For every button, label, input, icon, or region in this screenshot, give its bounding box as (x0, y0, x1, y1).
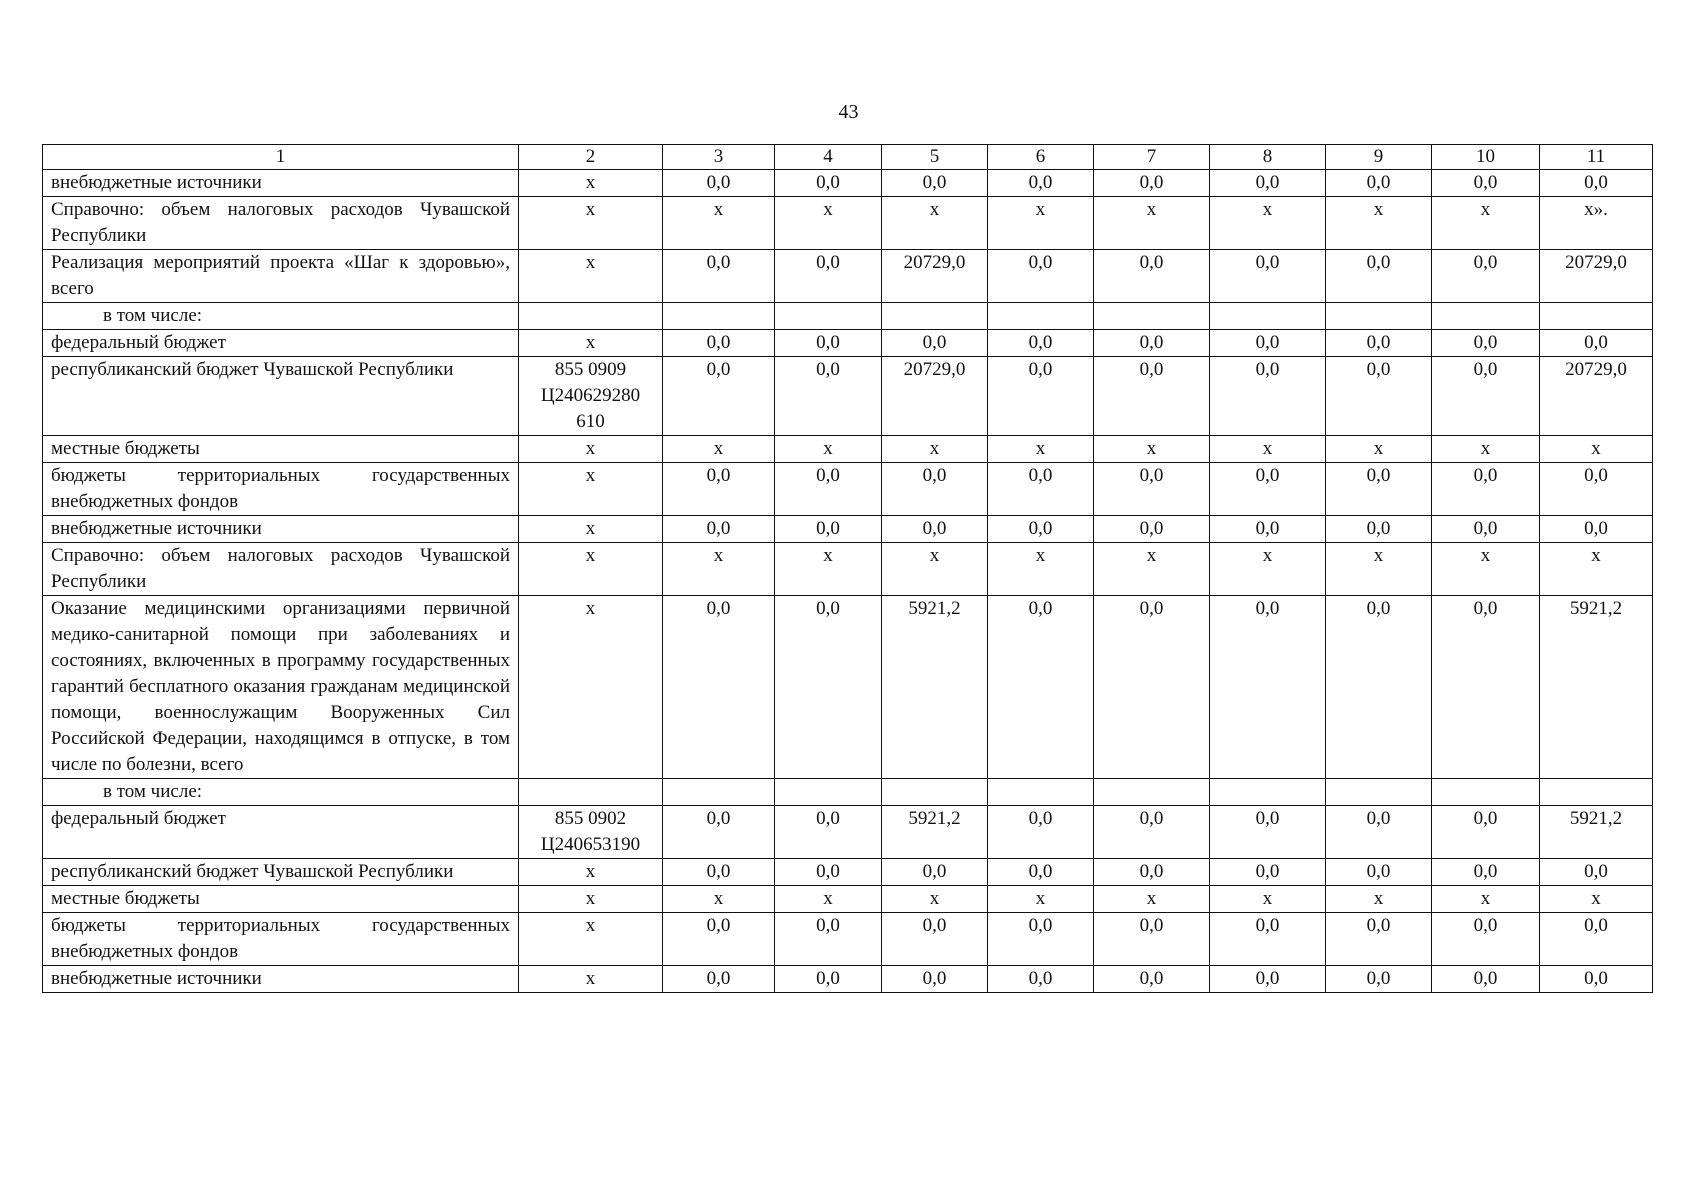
value-cell: х (775, 543, 882, 596)
value-cell: х (1210, 543, 1326, 596)
column-header: 10 (1432, 145, 1540, 170)
value-cell: 0,0 (775, 516, 882, 543)
value-cell: х (1326, 886, 1432, 913)
value-cell: 0,0 (882, 170, 988, 197)
value-cell (1210, 303, 1326, 330)
table-row (43, 436, 1653, 463)
value-cell (1540, 303, 1653, 330)
value-cell: 0,0 (1094, 463, 1210, 516)
table-row (43, 596, 1653, 779)
value-cell (882, 303, 988, 330)
table-row (43, 170, 1653, 197)
value-cell: х (988, 543, 1094, 596)
table-row (43, 806, 1653, 859)
value-cell (1094, 303, 1210, 330)
column-header: 8 (1210, 145, 1326, 170)
value-cell: 0,0 (1432, 357, 1540, 436)
value-cell: х (775, 197, 882, 250)
value-cell: 5921,2 (1540, 806, 1653, 859)
page-number: 43 (838, 101, 859, 123)
row-label: Реализация мероприятий проекта «Шаг к здоровью», всего (43, 250, 519, 303)
table-row (43, 779, 1653, 806)
value-cell: 0,0 (775, 596, 882, 779)
value-cell: х (882, 543, 988, 596)
value-cell: 0,0 (1326, 463, 1432, 516)
value-cell (1326, 303, 1432, 330)
value-cell: 20729,0 (882, 250, 988, 303)
value-cell: х (1326, 197, 1432, 250)
table-row (43, 463, 1653, 516)
value-cell: 0,0 (1432, 463, 1540, 516)
value-cell (988, 779, 1094, 806)
value-cell: 0,0 (1326, 966, 1432, 993)
column-header: 6 (988, 145, 1094, 170)
value-cell: 0,0 (1094, 357, 1210, 436)
value-cell: х (1210, 436, 1326, 463)
value-cell: 0,0 (988, 516, 1094, 543)
budget-code-cell: х (519, 250, 663, 303)
value-cell: 0,0 (1432, 330, 1540, 357)
value-cell: 0,0 (775, 859, 882, 886)
budget-code-cell: х (519, 966, 663, 993)
column-header: 1 (43, 145, 519, 170)
value-cell (1094, 779, 1210, 806)
value-cell: 0,0 (1326, 859, 1432, 886)
table-row (43, 516, 1653, 543)
value-cell: 0,0 (882, 913, 988, 966)
table-row (43, 859, 1653, 886)
budget-code-cell: х (519, 913, 663, 966)
row-label: местные бюджеты (43, 436, 519, 463)
value-cell: 0,0 (663, 516, 775, 543)
value-cell: 0,0 (988, 330, 1094, 357)
table-body (43, 145, 1653, 993)
column-header: 7 (1094, 145, 1210, 170)
value-cell: х (1210, 886, 1326, 913)
value-cell: 0,0 (882, 516, 988, 543)
value-cell: х (1094, 197, 1210, 250)
value-cell: 0,0 (1326, 516, 1432, 543)
value-cell: 0,0 (1540, 463, 1653, 516)
value-cell: 0,0 (988, 170, 1094, 197)
value-cell: 0,0 (1210, 859, 1326, 886)
budget-code-cell (519, 779, 663, 806)
budget-code-cell: х (519, 436, 663, 463)
budget-code-cell: х (519, 330, 663, 357)
value-cell: 0,0 (1094, 516, 1210, 543)
value-cell: 0,0 (775, 357, 882, 436)
value-cell: 0,0 (1432, 913, 1540, 966)
value-cell: 0,0 (1210, 357, 1326, 436)
value-cell: 0,0 (988, 596, 1094, 779)
value-cell: х (882, 886, 988, 913)
value-cell: 0,0 (775, 330, 882, 357)
value-cell: 0,0 (1094, 859, 1210, 886)
value-cell: х (1094, 543, 1210, 596)
value-cell: 0,0 (1210, 250, 1326, 303)
value-cell: 0,0 (1540, 330, 1653, 357)
row-label: бюджеты территориальных государственных внебюджетных фондов (43, 913, 519, 966)
value-cell: 5921,2 (882, 806, 988, 859)
row-label: внебюджетные источники (43, 170, 519, 197)
table-header-row (43, 145, 1653, 170)
value-cell: 0,0 (1326, 330, 1432, 357)
value-cell (775, 779, 882, 806)
value-cell: 0,0 (775, 966, 882, 993)
value-cell: 5921,2 (882, 596, 988, 779)
table-row (43, 330, 1653, 357)
value-cell: 0,0 (1432, 516, 1540, 543)
value-cell: 0,0 (1210, 966, 1326, 993)
value-cell: 0,0 (1432, 596, 1540, 779)
value-cell: х (1094, 436, 1210, 463)
value-cell (1326, 779, 1432, 806)
value-cell (1432, 779, 1540, 806)
column-header: 3 (663, 145, 775, 170)
value-cell: х (663, 197, 775, 250)
value-cell: 0,0 (1326, 357, 1432, 436)
value-cell: 0,0 (663, 330, 775, 357)
value-cell: 0,0 (663, 250, 775, 303)
value-cell: х (1326, 436, 1432, 463)
value-cell: х (663, 436, 775, 463)
value-cell (1432, 303, 1540, 330)
budget-code-cell: х (519, 859, 663, 886)
value-cell: 0,0 (663, 966, 775, 993)
row-label: Оказание медицинскими организациями первичной медико-санитарной помощи при заболеваниях и состояниях, включенных в программу государственных гарантий бесплатного оказания гражданам медицинской помощи, военнослужащим Вооруженных Сил Российской Федерации, находящимся в отпуске, в том числе по болезни, всего (43, 596, 519, 779)
value-cell: 0,0 (1540, 516, 1653, 543)
value-cell: 0,0 (1210, 170, 1326, 197)
table-row (43, 197, 1653, 250)
value-cell: 0,0 (988, 463, 1094, 516)
value-cell (775, 303, 882, 330)
row-label: в том числе: (43, 779, 519, 806)
value-cell: 0,0 (882, 966, 988, 993)
value-cell: х (882, 197, 988, 250)
value-cell: 0,0 (1210, 330, 1326, 357)
row-label: бюджеты территориальных государственных внебюджетных фондов (43, 463, 519, 516)
value-cell: х (1432, 436, 1540, 463)
value-cell: 0,0 (1432, 806, 1540, 859)
value-cell: 0,0 (1094, 170, 1210, 197)
value-cell: 0,0 (1432, 859, 1540, 886)
value-cell: 0,0 (1094, 913, 1210, 966)
value-cell: 0,0 (1210, 463, 1326, 516)
value-cell: 0,0 (882, 463, 988, 516)
value-cell: 0,0 (882, 859, 988, 886)
value-cell: 0,0 (663, 463, 775, 516)
column-header: 11 (1540, 145, 1653, 170)
value-cell: 0,0 (1210, 913, 1326, 966)
value-cell: 0,0 (988, 357, 1094, 436)
budget-table (42, 144, 1653, 993)
value-cell: 0,0 (1432, 966, 1540, 993)
value-cell: х (988, 197, 1094, 250)
table-row (43, 543, 1653, 596)
row-label: республиканский бюджет Чувашской Республики (43, 859, 519, 886)
value-cell: 0,0 (988, 966, 1094, 993)
value-cell: 0,0 (1326, 250, 1432, 303)
value-cell: 0,0 (1210, 516, 1326, 543)
value-cell: 0,0 (1094, 596, 1210, 779)
value-cell (1540, 779, 1653, 806)
value-cell (1210, 779, 1326, 806)
value-cell (663, 779, 775, 806)
budget-code-cell: х (519, 463, 663, 516)
value-cell: х (663, 886, 775, 913)
value-cell: 5921,2 (1540, 596, 1653, 779)
value-cell: 0,0 (988, 806, 1094, 859)
value-cell: 0,0 (663, 859, 775, 886)
value-cell: 0,0 (988, 250, 1094, 303)
value-cell: 0,0 (1094, 966, 1210, 993)
value-cell: 0,0 (775, 170, 882, 197)
value-cell: 0,0 (775, 806, 882, 859)
budget-code-cell: х (519, 543, 663, 596)
budget-code-cell: 855 0902 Ц240653190 (519, 806, 663, 859)
value-cell: 20729,0 (1540, 357, 1653, 436)
budget-code-cell (519, 303, 663, 330)
value-cell: 20729,0 (882, 357, 988, 436)
value-cell (988, 303, 1094, 330)
row-label: внебюджетные источники (43, 516, 519, 543)
value-cell: 0,0 (663, 357, 775, 436)
table-row (43, 966, 1653, 993)
budget-code-cell: х (519, 596, 663, 779)
value-cell: 0,0 (1432, 250, 1540, 303)
value-cell: 0,0 (775, 463, 882, 516)
value-cell: 20729,0 (1540, 250, 1653, 303)
budget-code-cell: х (519, 170, 663, 197)
column-header: 2 (519, 145, 663, 170)
value-cell: 0,0 (663, 170, 775, 197)
value-cell: 0,0 (775, 250, 882, 303)
budget-code-cell: х (519, 197, 663, 250)
value-cell: х (882, 436, 988, 463)
value-cell: 0,0 (1540, 966, 1653, 993)
value-cell: 0,0 (1432, 170, 1540, 197)
value-cell: 0,0 (988, 859, 1094, 886)
value-cell: х (1540, 886, 1653, 913)
row-label: Справочно: объем налоговых расходов Чувашской Республики (43, 543, 519, 596)
table-row (43, 303, 1653, 330)
value-cell: 0,0 (1210, 596, 1326, 779)
value-cell: 0,0 (1094, 806, 1210, 859)
value-cell: 0,0 (1094, 250, 1210, 303)
value-cell: х». (1540, 197, 1653, 250)
value-cell: х (1540, 436, 1653, 463)
value-cell: х (1432, 886, 1540, 913)
value-cell: 0,0 (1326, 913, 1432, 966)
row-label: республиканский бюджет Чувашской Республики (43, 357, 519, 436)
table-row (43, 886, 1653, 913)
table-row (43, 357, 1653, 436)
value-cell: х (775, 886, 882, 913)
value-cell: х (1432, 543, 1540, 596)
row-label: в том числе: (43, 303, 519, 330)
value-cell: х (1210, 197, 1326, 250)
value-cell (882, 779, 988, 806)
value-cell: х (1094, 886, 1210, 913)
value-cell: 0,0 (988, 913, 1094, 966)
value-cell (663, 303, 775, 330)
value-cell: х (1432, 197, 1540, 250)
value-cell: 0,0 (775, 913, 882, 966)
value-cell: х (1540, 543, 1653, 596)
column-header: 5 (882, 145, 988, 170)
value-cell: 0,0 (1326, 806, 1432, 859)
value-cell: 0,0 (1540, 913, 1653, 966)
row-label: внебюджетные источники (43, 966, 519, 993)
column-header: 9 (1326, 145, 1432, 170)
table-row (43, 250, 1653, 303)
value-cell: 0,0 (663, 596, 775, 779)
value-cell: 0,0 (882, 330, 988, 357)
value-cell: х (988, 436, 1094, 463)
row-label: местные бюджеты (43, 886, 519, 913)
table-row (43, 913, 1653, 966)
row-label: федеральный бюджет (43, 806, 519, 859)
column-header: 4 (775, 145, 882, 170)
row-label: Справочно: объем налоговых расходов Чувашской Республики (43, 197, 519, 250)
value-cell: 0,0 (1540, 859, 1653, 886)
value-cell: х (775, 436, 882, 463)
value-cell: 0,0 (663, 913, 775, 966)
value-cell: х (988, 886, 1094, 913)
row-label: федеральный бюджет (43, 330, 519, 357)
value-cell: 0,0 (1326, 596, 1432, 779)
budget-code-cell: х (519, 516, 663, 543)
value-cell: 0,0 (1326, 170, 1432, 197)
value-cell: х (1326, 543, 1432, 596)
value-cell: 0,0 (1540, 170, 1653, 197)
budget-code-cell: 855 0909 Ц240629280 610 (519, 357, 663, 436)
value-cell: 0,0 (1094, 330, 1210, 357)
budget-code-cell: х (519, 886, 663, 913)
value-cell: 0,0 (1210, 806, 1326, 859)
value-cell: х (663, 543, 775, 596)
value-cell: 0,0 (663, 806, 775, 859)
